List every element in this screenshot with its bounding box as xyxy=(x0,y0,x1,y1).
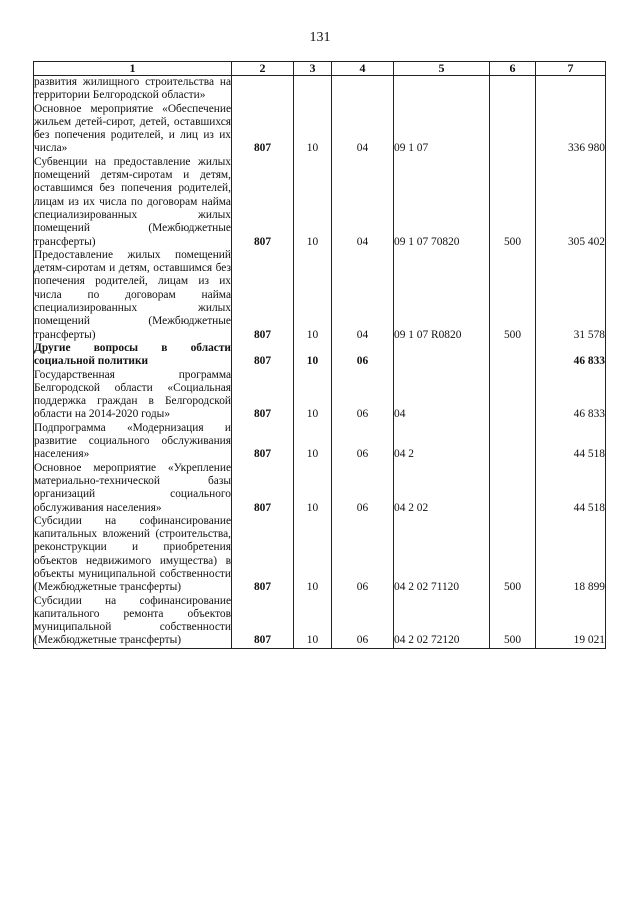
row-description: Субсидии на софинансирование капитальных вложений (строительства, реконструкции и приобретения объектов недвижимого имущества) в объекты муниципальной собственности (Межбюджетные трансферты) xyxy=(34,514,231,594)
row-target-article: 09 1 07 70820 xyxy=(394,156,490,249)
row-subsection: 06 xyxy=(332,595,394,649)
table-row xyxy=(34,342,606,369)
row-expense-type: 500 xyxy=(490,595,536,649)
row-amount: 44 518 xyxy=(536,422,606,462)
table-row xyxy=(34,515,606,595)
table-row xyxy=(34,76,606,103)
row-section: 10 xyxy=(294,342,332,369)
page-number: 131 xyxy=(309,30,331,45)
row-expense-type xyxy=(490,369,536,422)
row-code xyxy=(232,76,294,103)
row-subsection: 06 xyxy=(332,462,394,515)
row-section: 10 xyxy=(294,369,332,422)
row-subsection: 04 xyxy=(332,156,394,249)
column-header: 2 xyxy=(232,62,294,76)
header-row xyxy=(34,62,606,76)
row-amount: 44 518 xyxy=(536,462,606,515)
row-subsection: 06 xyxy=(332,342,394,369)
table-row xyxy=(34,595,606,649)
row-target-article: 04 2 02 71120 xyxy=(394,515,490,595)
row-section: 10 xyxy=(294,515,332,595)
row-code: 807 xyxy=(232,422,294,462)
row-target-article xyxy=(394,342,490,369)
table-row xyxy=(34,249,606,342)
table-body xyxy=(34,76,606,649)
row-expense-type xyxy=(490,462,536,515)
row-subsection: 04 xyxy=(332,249,394,342)
row-description: Субсидии на софинансирование капитального ремонта объектов муниципальной собственности (Межбюджетные трансферты) xyxy=(34,594,231,647)
row-expense-type xyxy=(490,103,536,156)
row-expense-type xyxy=(490,76,536,103)
column-header: 5 xyxy=(394,62,490,76)
row-subsection: 06 xyxy=(332,369,394,422)
row-section: 10 xyxy=(294,156,332,249)
table-row xyxy=(34,156,606,249)
row-subsection: 06 xyxy=(332,422,394,462)
row-target-article: 09 1 07 R0820 xyxy=(394,249,490,342)
row-target-article: 04 2 xyxy=(394,422,490,462)
column-header: 4 xyxy=(332,62,394,76)
table-row xyxy=(34,422,606,462)
column-header: 1 xyxy=(34,62,232,76)
row-code: 807 xyxy=(232,249,294,342)
row-code: 807 xyxy=(232,515,294,595)
row-section xyxy=(294,76,332,103)
row-description: Предоставление жилых помещений детям-сиротам и детям, оставшимся без попечения родителей, лицам из их числа по договорам найма специализированных жилых помещений (Межбюджетные трансферты) xyxy=(34,248,231,341)
row-code: 807 xyxy=(232,369,294,422)
table-row xyxy=(34,369,606,422)
table-row xyxy=(34,462,606,515)
row-subsection: 06 xyxy=(332,515,394,595)
row-expense-type: 500 xyxy=(490,515,536,595)
row-amount: 46 833 xyxy=(536,342,606,369)
row-code: 807 xyxy=(232,462,294,515)
row-section: 10 xyxy=(294,249,332,342)
column-header: 3 xyxy=(294,62,332,76)
row-target-article: 04 2 02 xyxy=(394,462,490,515)
row-code: 807 xyxy=(232,595,294,649)
row-target-article xyxy=(394,76,490,103)
row-amount: 46 833 xyxy=(536,369,606,422)
row-section: 10 xyxy=(294,422,332,462)
row-description: Государственная программа Белгородской области «Социальная поддержка граждан в Белгородской области на 2014-2020 годы» xyxy=(34,368,231,421)
row-code: 807 xyxy=(232,156,294,249)
row-subsection xyxy=(332,76,394,103)
row-description: Субвенции на предоставление жилых помещений детям-сиротам и детям, оставшимся без попечения родителей, лицам из их числа по договорам найма специализированных жилых помещений (Межбюджетные трансферты) xyxy=(34,155,231,248)
row-expense-type: 500 xyxy=(490,156,536,249)
column-header: 6 xyxy=(490,62,536,76)
row-amount: 336 980 xyxy=(536,103,606,156)
row-description: Подпрограмма «Модернизация и развитие социального обслуживания населения» xyxy=(34,421,231,461)
row-amount: 31 578 xyxy=(536,249,606,342)
row-target-article: 04 2 02 72120 xyxy=(394,595,490,649)
row-expense-type xyxy=(490,342,536,369)
row-expense-type: 500 xyxy=(490,249,536,342)
row-section: 10 xyxy=(294,595,332,649)
row-section: 10 xyxy=(294,462,332,515)
row-amount: 19 021 xyxy=(536,595,606,649)
row-description: развития жилищного строительства на территории Белгородской области» xyxy=(34,76,231,102)
row-amount: 18 899 xyxy=(536,515,606,595)
row-description: Другие вопросы в области социальной политики xyxy=(34,341,231,368)
row-expense-type xyxy=(490,422,536,462)
row-code: 807 xyxy=(232,103,294,156)
table-row xyxy=(34,103,606,156)
row-target-article: 04 xyxy=(394,369,490,422)
row-code: 807 xyxy=(232,342,294,369)
row-amount: 305 402 xyxy=(536,156,606,249)
row-description: Основное мероприятие «Обеспечение жильем детей-сирот, детей, оставшихся без попечения родителей, и лиц из их числа» xyxy=(34,102,231,155)
row-amount xyxy=(536,76,606,103)
row-description: Основное мероприятие «Укрепление материально-технической базы организаций социального обслуживания населения» xyxy=(34,461,231,514)
row-subsection: 04 xyxy=(332,103,394,156)
row-target-article: 09 1 07 xyxy=(394,103,490,156)
column-header: 7 xyxy=(536,62,606,76)
row-section: 10 xyxy=(294,103,332,156)
budget-table xyxy=(33,61,606,649)
